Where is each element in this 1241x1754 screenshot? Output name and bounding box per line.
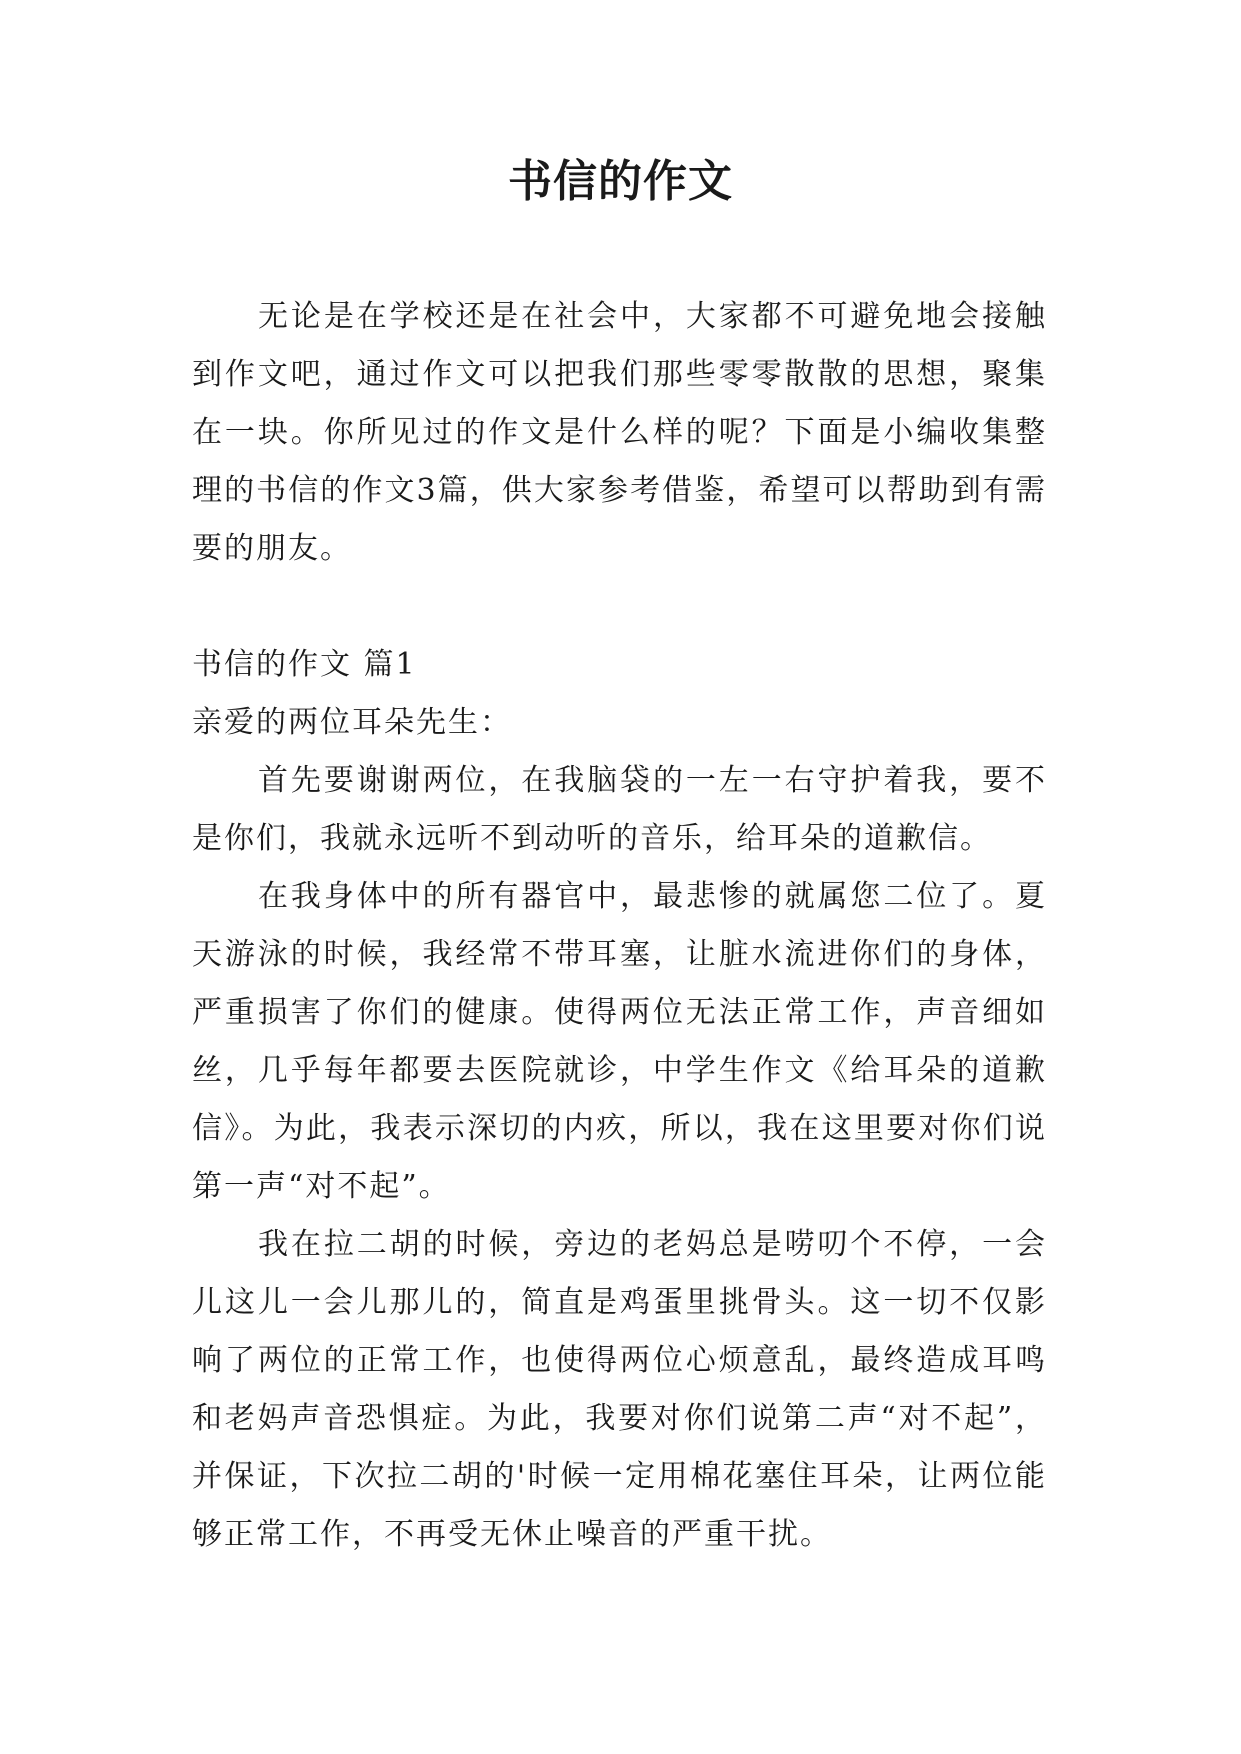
letter-paragraph-2: 在我身体中的所有器官中，最悲惨的就属您二位了。夏天游泳的时候，我经常不带耳塞，让脏水流进你们的身体，严重损害了你们的健康。使得两位无法正常工作，声音细如丝，几乎每年都要去医院就诊，中学生作文《给耳朵的道歉信》。为此，我表示深切的内疚，所以，我在这里要对你们说第一声“对不起”。 [192, 879, 1047, 1204]
letter-salutation: 亲爱的两位耳朵先生： [192, 705, 512, 740]
letter-paragraph-3: 我在拉二胡的时候，旁边的老妈总是唠叨个不停，一会儿这儿一会儿那儿的，简直是鸡蛋里挑骨头。这一切不仅影响了两位的正常工作，也使得两位心烦意乱，最终造成耳鸣和老妈声音恐惧症。为此，我要对你们说第二声“对不起”，并保证，下次拉二胡的'时候一定用棉花塞住耳朵，让两位能够正常工作，不再受无休止噪音的严重干扰。 [192, 1227, 1047, 1552]
document-title: 书信的作文 [508, 156, 733, 207]
intro-paragraph: 无论是在学校还是在社会中，大家都不可避免地会接触到作文吧，通过作文可以把我们那些零零散散的思想，聚集在一块。你所见过的作文是什么样的呢？下面是小编收集整理的书信的作文3篇，供大家参考借鉴，希望可以帮助到有需要的朋友。 [192, 299, 1047, 566]
document-body [192, 288, 1047, 1564]
letter-paragraph-1: 首先要谢谢两位，在我脑袋的一左一右守护着我，要不是你们，我就永远听不到动听的音乐，给耳朵的道歉信。 [192, 763, 1047, 856]
section-heading: 书信的作文 篇1 [192, 647, 417, 682]
